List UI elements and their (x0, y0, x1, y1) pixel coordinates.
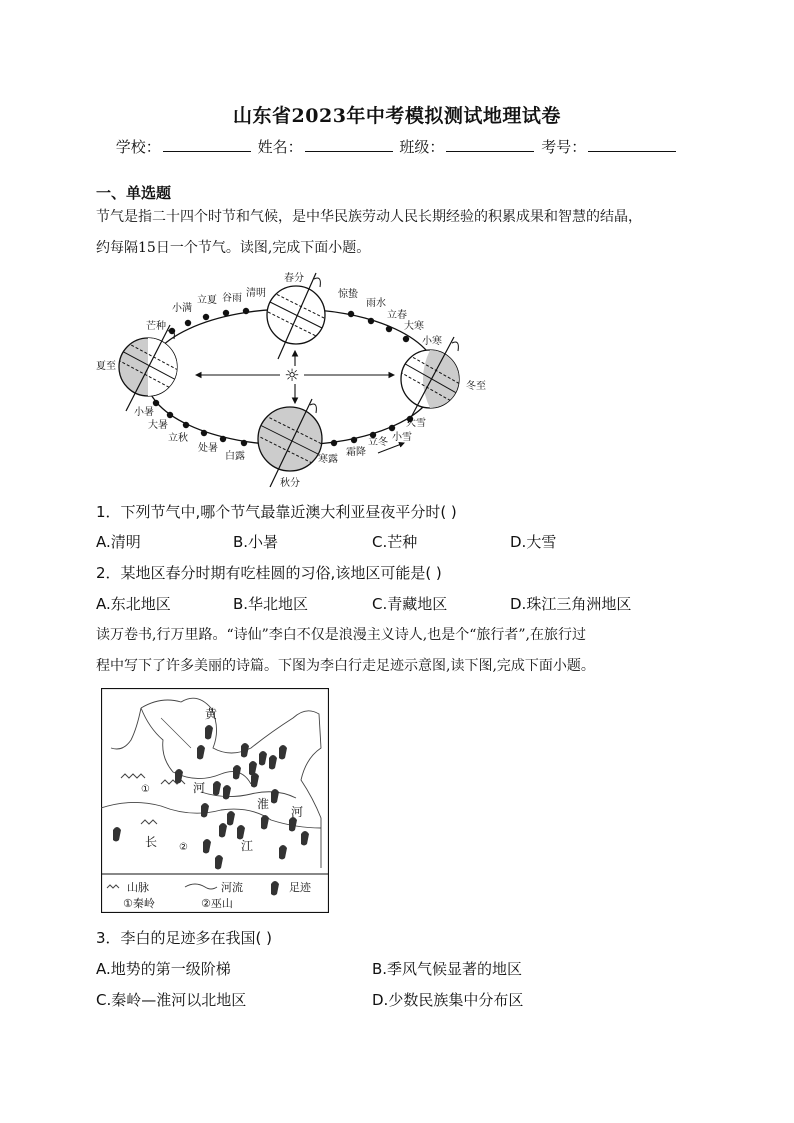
label-chushu: 处暑 (198, 443, 218, 454)
label-dahan: 大寒 (404, 321, 424, 332)
label-guyu: 谷雨 (222, 293, 242, 304)
label-xiaoman: 小满 (172, 303, 192, 314)
label-xiaoshu: 小暑 (134, 407, 154, 418)
q2-option-d[interactable]: D.珠江三角洲地区 (510, 595, 632, 613)
legend-wushan: ②巫山 (201, 897, 233, 910)
map-label-chang: 长 (145, 835, 158, 849)
map-label-jiang: 江 (241, 839, 254, 853)
intro2-line1: 读万卷书,行万里路。“诗仙”李白不仅是浪漫主义诗人,也是个“旅行者”,在旅行过 (96, 627, 586, 643)
question-2-stem: 2．某地区春分时期有吃桂圆的习俗,该地区可能是( ) (96, 564, 442, 582)
legend-river: 河流 (221, 881, 243, 894)
q2-option-c[interactable]: C.青藏地区 (372, 595, 448, 613)
class-label: 班级： (399, 138, 445, 156)
sun-icon: ☼ (284, 366, 300, 386)
label-mangzhong: 芒种 (146, 321, 166, 332)
label-winter: 冬至 (466, 381, 486, 392)
label-qingming: 清明 (246, 288, 266, 299)
label-lidong: 立冬 (368, 437, 388, 448)
map-marker-2: ② (179, 842, 188, 853)
q1-option-d[interactable]: D.大雪 (510, 533, 557, 551)
q3-option-a[interactable]: A.地势的第一级阶梯 (96, 960, 231, 978)
name-label: 姓名： (257, 138, 303, 156)
earth-winter (400, 337, 460, 423)
student-info-line (0, 136, 794, 157)
label-summer: 夏至 (96, 361, 116, 372)
section-heading: 一、单选题 (96, 184, 172, 202)
q3-option-d[interactable]: D.少数民族集中分布区 (372, 991, 524, 1009)
legend-qinling: ①秦岭 (123, 897, 155, 910)
question-1-stem: 1．下列节气中,哪个节气最靠近澳大利亚昼夜平分时( ) (96, 503, 457, 521)
question-3-stem: 3．李白的足迹多在我国( ) (96, 929, 273, 947)
q1-option-c[interactable]: C.芒种 (372, 533, 418, 551)
label-liqiu: 立秋 (168, 433, 188, 444)
map-label-huai: 淮 (257, 797, 270, 811)
q2-option-a[interactable]: A.东北地区 (96, 595, 171, 613)
legend-mountain: 山脉 (127, 881, 149, 894)
label-jingzhe: 惊蛰 (338, 289, 358, 300)
school-label: 学校： (115, 138, 161, 156)
q3-option-c[interactable]: C.秦岭—淮河以北地区 (96, 991, 247, 1009)
legend-footprint: 足迹 (289, 881, 311, 894)
earth-spring (267, 273, 325, 359)
name-blank[interactable] (305, 139, 393, 152)
q3-option-b[interactable]: B.季风气候显著的地区 (372, 960, 523, 978)
label-shuangjiang: 霜降 (346, 447, 366, 458)
label-xiaoxue: 小雪 (392, 432, 412, 443)
solar-terms-diagram (96, 263, 496, 495)
label-hanlu: 寒露 (318, 454, 338, 465)
map-label-huang: 黄 (205, 707, 218, 721)
number-label: 考号： (541, 138, 587, 156)
label-xiaohan: 小寒 (422, 336, 442, 347)
label-lichun: 立春 (387, 310, 407, 321)
school-blank[interactable] (163, 139, 251, 152)
number-blank[interactable] (588, 139, 676, 152)
map-marker-1: ① (141, 784, 150, 795)
class-blank[interactable] (446, 139, 534, 152)
page-title: 山东省2023年中考模拟测试地理试卷 (233, 105, 561, 127)
label-autumn: 秋分 (280, 478, 300, 489)
earth-summer (118, 325, 178, 411)
label-lixia: 立夏 (197, 295, 217, 306)
intro2-line2: 程中写下了许多美丽的诗篇。下图为李白行走足迹示意图,读下图,完成下面小题。 (96, 658, 595, 674)
intro1-line1: 节气是指二十四个时节和气候，是中华民族劳动人民长期经验的积累成果和智慧的结晶， (96, 209, 642, 225)
libai-footprint-map (101, 688, 329, 913)
label-bailu: 白露 (225, 451, 245, 462)
map-label-he: 河 (193, 781, 206, 795)
label-spring: 春分 (284, 273, 304, 284)
q1-option-b[interactable]: B.小暑 (233, 533, 279, 551)
map-label-he2: 河 (291, 805, 304, 819)
label-daxue: 大雪 (406, 418, 426, 429)
label-yushui: 雨水 (366, 298, 386, 309)
label-dashu: 大暑 (148, 420, 168, 431)
earth-autumn (256, 399, 324, 487)
q2-option-b[interactable]: B.华北地区 (233, 595, 309, 613)
q1-option-a[interactable]: A.清明 (96, 533, 141, 551)
intro1-line2: 约每隔15日一个节气。读图,完成下面小题。 (96, 240, 371, 256)
